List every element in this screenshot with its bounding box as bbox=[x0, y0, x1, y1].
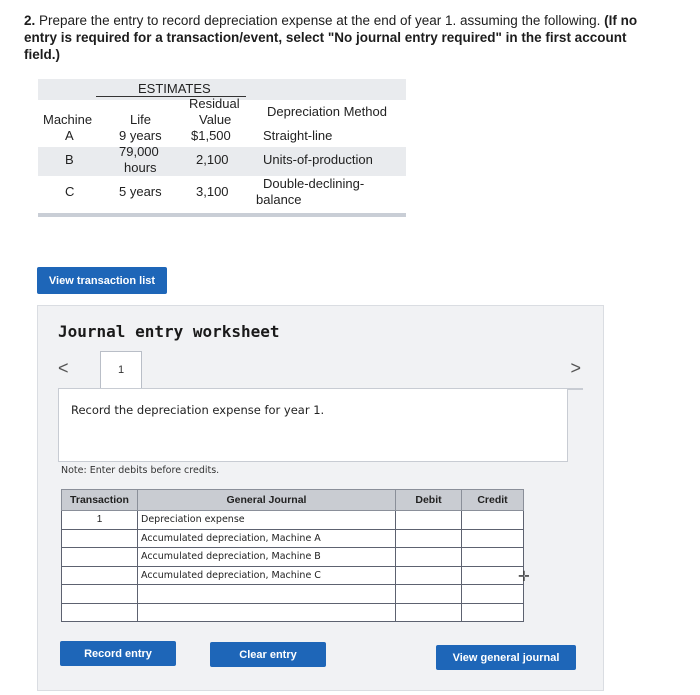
instruction-box bbox=[58, 388, 568, 462]
transaction-header: Transaction bbox=[62, 490, 138, 511]
row-a-method: Straight-line bbox=[263, 128, 333, 143]
debit-input[interactable] bbox=[396, 585, 462, 604]
table-row bbox=[62, 548, 524, 567]
debit-input[interactable] bbox=[396, 511, 462, 530]
residual-header-2: Value bbox=[199, 112, 232, 127]
transaction-cell bbox=[62, 603, 138, 622]
estimates-group-header: ESTIMATES bbox=[138, 81, 211, 96]
row-b-method: Units-of-production bbox=[263, 152, 373, 167]
account-select[interactable] bbox=[138, 603, 396, 622]
row-b-life-2: hours bbox=[124, 160, 157, 175]
account-select[interactable]: Accumulated depreciation, Machine C bbox=[138, 566, 396, 585]
transaction-cell bbox=[62, 566, 138, 585]
row-a-life: 9 years bbox=[119, 128, 162, 143]
debit-input[interactable] bbox=[396, 529, 462, 548]
transaction-cell bbox=[62, 548, 138, 567]
instruction-text: Record the depreciation expense for year 1. bbox=[71, 403, 325, 417]
account-select[interactable] bbox=[138, 585, 396, 604]
next-arrow-icon[interactable]: > bbox=[570, 358, 581, 378]
debit-input[interactable] bbox=[396, 603, 462, 622]
account-select[interactable]: Accumulated depreciation, Machine A bbox=[138, 529, 396, 548]
table-row bbox=[62, 511, 524, 530]
row-c-machine: C bbox=[65, 184, 75, 199]
prev-arrow-icon[interactable]: < bbox=[58, 358, 69, 378]
table-row bbox=[62, 603, 524, 622]
method-header: Depreciation Method bbox=[267, 104, 387, 119]
question-note: (If no entry is required for a transaction/event, select "No journal entry required" in the first account field.) bbox=[24, 13, 638, 62]
debit-credit-note: Note: Enter debits before credits. bbox=[61, 465, 220, 476]
question-text bbox=[24, 12, 664, 63]
view-transaction-list-button[interactable]: View transaction list bbox=[37, 267, 167, 294]
transaction-cell bbox=[62, 585, 138, 604]
row-c-method-1: Double-declining- bbox=[263, 176, 365, 191]
debit-header: Debit bbox=[396, 490, 462, 511]
row-b-residual: 2,100 bbox=[196, 152, 229, 167]
transaction-cell: 1 bbox=[62, 511, 138, 530]
account-select[interactable]: Accumulated depreciation, Machine B bbox=[138, 548, 396, 567]
row-a-residual: $1,500 bbox=[191, 128, 231, 143]
credit-input[interactable] bbox=[462, 603, 524, 622]
table-row bbox=[62, 566, 524, 585]
transaction-cell bbox=[62, 529, 138, 548]
view-general-journal-button[interactable]: View general journal bbox=[436, 645, 576, 670]
credit-input[interactable] bbox=[462, 548, 524, 567]
row-a-machine: A bbox=[65, 128, 74, 143]
journal-header-row bbox=[62, 490, 524, 511]
row-b-life-1: 79,000 bbox=[119, 144, 159, 159]
worksheet-title: Journal entry worksheet bbox=[58, 322, 280, 341]
credit-input[interactable] bbox=[462, 511, 524, 530]
row-b-machine: B bbox=[65, 152, 74, 167]
credit-header: Credit bbox=[462, 490, 524, 511]
debit-input[interactable] bbox=[396, 566, 462, 585]
row-c-residual: 3,100 bbox=[196, 184, 229, 199]
residual-header-1: Residual bbox=[189, 96, 240, 111]
account-select[interactable]: Depreciation expense bbox=[138, 511, 396, 530]
tab-transaction-1[interactable]: 1 bbox=[100, 351, 142, 390]
credit-input[interactable] bbox=[462, 585, 524, 604]
table-row bbox=[62, 529, 524, 548]
life-header: Life bbox=[130, 112, 151, 127]
general-journal-header: General Journal bbox=[138, 490, 396, 511]
table-bottom-rule bbox=[38, 213, 406, 217]
credit-input[interactable] bbox=[462, 529, 524, 548]
question-body: Prepare the entry to record depreciation expense at the end of year 1. assuming the following. bbox=[39, 13, 601, 28]
credit-input[interactable] bbox=[462, 566, 524, 585]
row-c-life: 5 years bbox=[119, 184, 162, 199]
record-entry-button[interactable]: Record entry bbox=[60, 641, 176, 666]
table-row bbox=[62, 585, 524, 604]
general-journal-table bbox=[61, 489, 524, 622]
debit-input[interactable] bbox=[396, 548, 462, 567]
question-number: 2. bbox=[24, 13, 36, 28]
clear-entry-button[interactable]: Clear entry bbox=[210, 642, 326, 667]
plus-cursor-icon: ✛ bbox=[518, 568, 530, 584]
machine-header: Machine bbox=[43, 112, 93, 127]
row-c-method-2: balance bbox=[256, 192, 302, 207]
journal-entry-worksheet bbox=[37, 305, 604, 691]
